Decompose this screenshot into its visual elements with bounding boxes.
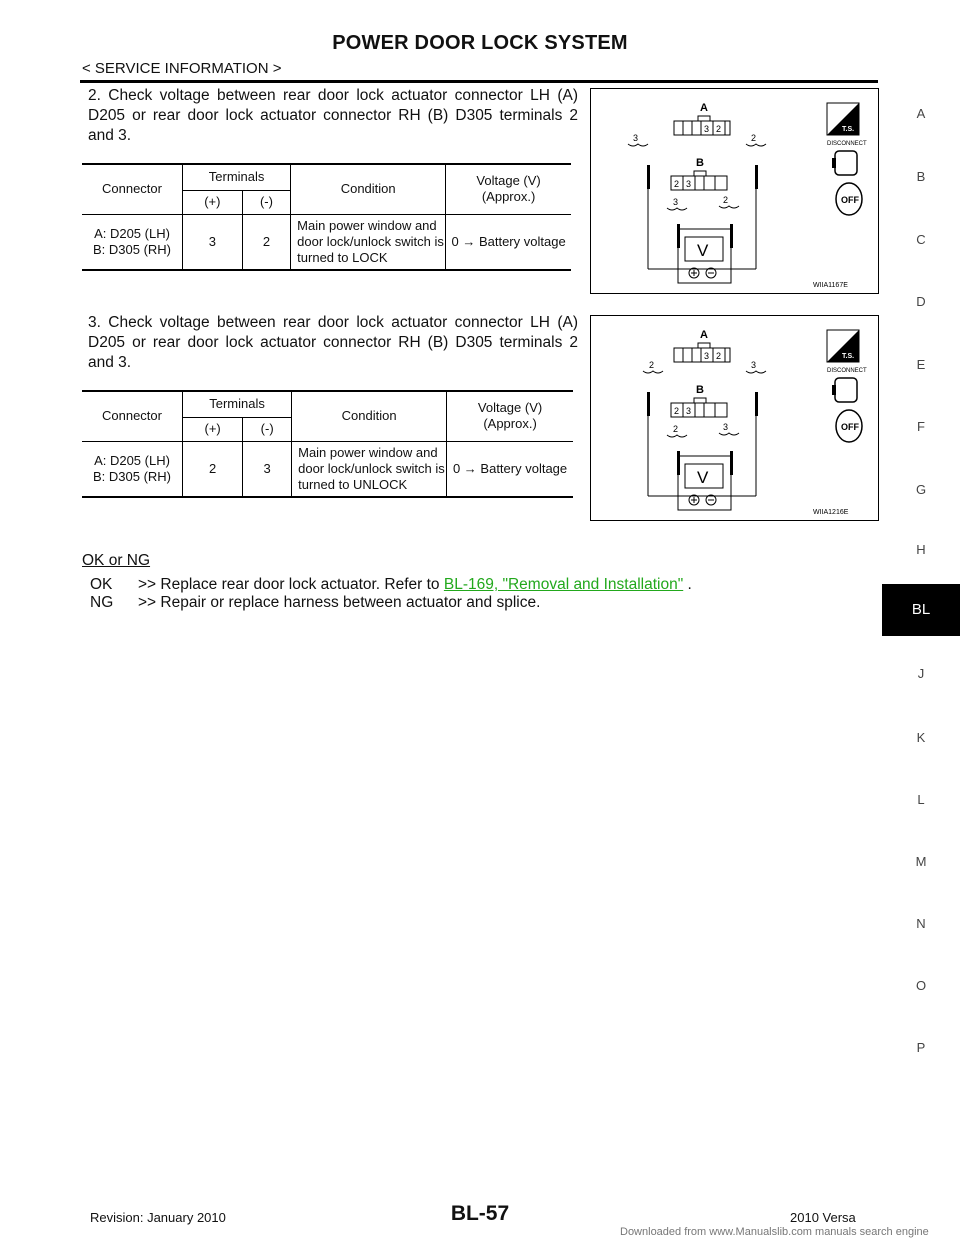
header-terminals: Terminals: [183, 391, 292, 417]
disconnect-label: DISCONNECT: [827, 368, 867, 374]
index-tab-f[interactable]: F: [917, 419, 925, 434]
cell-plus: 2: [183, 441, 243, 497]
header-condition: Condition: [292, 391, 447, 441]
voltage-spec-table-unlock: [82, 390, 573, 498]
ts-label: T.S.: [842, 353, 855, 360]
header-connector: Connector: [102, 408, 162, 424]
page-title: POWER DOOR LOCK SYSTEM: [332, 32, 628, 54]
index-tab-bl[interactable]: BL: [882, 584, 960, 636]
cell-condition: Main power window and door lock/unlock switch is turned to LOCK: [291, 214, 446, 270]
header-voltage: Voltage (V) (Approx.): [447, 391, 573, 441]
index-tab-l[interactable]: L: [917, 792, 925, 807]
index-tab-h[interactable]: H: [916, 542, 926, 557]
index-tab-a[interactable]: A: [916, 106, 926, 121]
conn-a-cell-1: 3: [704, 124, 710, 134]
conn-b-cell-1: 2: [674, 406, 680, 416]
voltage-spec-table-lock: [82, 163, 571, 271]
connector-b-label: B: [696, 384, 704, 396]
index-tab-j[interactable]: J: [917, 666, 925, 681]
conn-a-probe-right: 2: [751, 133, 757, 143]
header-terminals: Terminals: [183, 164, 291, 190]
index-tab-d[interactable]: D: [916, 294, 926, 309]
conn-a-probe-left: 2: [649, 360, 655, 370]
header-connector: Connector: [102, 181, 162, 197]
header-plus: (+): [183, 417, 243, 441]
conn-b-probe-right: 3: [723, 422, 729, 432]
footer-model: 2010 Versa: [790, 1210, 856, 1225]
breadcrumb: < SERVICE INFORMATION >: [82, 60, 282, 77]
header-divider: [80, 80, 878, 83]
conn-a-probe-right: 3: [751, 360, 757, 370]
table-row: [82, 441, 573, 497]
header-voltage: Voltage (V) (Approx.): [446, 164, 571, 214]
conn-b-probe-left: 3: [673, 197, 679, 207]
ts-label: T.S.: [842, 126, 855, 133]
conn-b-cell-1: 2: [674, 179, 680, 189]
connector-b-label: B: [696, 157, 704, 169]
ok-tail: .: [683, 576, 692, 593]
off-label: OFF: [841, 195, 859, 205]
step-3-instruction: 3. Check voltage between rear door lock actuator connector LH (A) D205 or rear door lock actuator connector RH (B) D305 terminals 2 and 3.: [88, 314, 578, 371]
off-label: OFF: [841, 422, 859, 432]
meter-symbol: V: [697, 468, 709, 487]
ok-text: >> Replace rear door lock actuator. Refer to: [138, 576, 444, 593]
meter-symbol: V: [697, 241, 709, 260]
conn-b-probe-left: 2: [673, 424, 679, 434]
index-tab-m[interactable]: M: [915, 854, 927, 869]
index-tab-n[interactable]: N: [916, 916, 926, 931]
connector-a-label: A: [700, 102, 708, 114]
conn-a-cell-2: 2: [716, 351, 722, 361]
disconnect-label: DISCONNECT: [827, 141, 867, 147]
header-condition: Condition: [291, 164, 446, 214]
conn-b-probe-right: 2: [723, 195, 729, 205]
step-2-instruction: 2. Check voltage between rear door lock actuator connector LH (A) D205 or rear door lock actuator connector RH (B) D305 terminals 2 and 3.: [88, 87, 578, 144]
index-tab-b[interactable]: B: [916, 169, 926, 184]
conn-b-cell-2: 3: [686, 406, 692, 416]
index-tab-p[interactable]: P: [916, 1040, 926, 1055]
table-row: [82, 214, 571, 270]
cell-voltage: 0 → Battery voltage: [446, 214, 571, 270]
conn-b-cell-2: 3: [686, 179, 692, 189]
ok-result-line: [90, 576, 692, 594]
result-title: OK or NG: [82, 552, 151, 569]
ng-result-line: [90, 594, 540, 612]
figure-voltage-check-lock: [590, 88, 879, 294]
cell-minus: 2: [242, 214, 290, 270]
wiring-diagram: [591, 316, 878, 520]
cell-voltage: 0 → Battery voltage: [447, 441, 573, 497]
cell-plus: 3: [183, 214, 243, 270]
conn-a-probe-left: 3: [633, 133, 639, 143]
wiring-diagram: [591, 89, 878, 293]
index-tab-k[interactable]: K: [916, 730, 926, 745]
footer-watermark: Downloaded from www.Manualslib.com manuals search engine: [620, 1226, 929, 1238]
header-minus: (-): [242, 190, 290, 214]
cell-condition: Main power window and door lock/unlock switch is turned to UNLOCK: [292, 441, 447, 497]
figure-code: WIIA1216E: [813, 509, 849, 516]
conn-a-cell-1: 3: [704, 351, 710, 361]
ng-code: NG: [90, 594, 114, 611]
index-tab-c[interactable]: C: [916, 232, 926, 247]
cell-minus: 3: [243, 441, 292, 497]
footer-revision: Revision: January 2010: [90, 1210, 226, 1225]
index-tab-g[interactable]: G: [915, 482, 927, 497]
index-tab-e[interactable]: E: [916, 357, 926, 372]
footer-page-number: BL-57: [450, 1202, 510, 1225]
ok-code: OK: [90, 576, 113, 593]
header-minus: (-): [243, 417, 292, 441]
index-tab-o[interactable]: O: [915, 978, 927, 993]
connector-a-label: A: [700, 329, 708, 341]
ng-text: >> Repair or replace harness between actuator and splice.: [138, 594, 541, 611]
cell-connector: A: D205 (LH) B: D305 (RH): [82, 441, 183, 497]
figure-code: WIIA1167E: [813, 282, 848, 289]
figure-voltage-check-unlock: [590, 315, 879, 521]
conn-a-cell-2: 2: [716, 124, 722, 134]
cell-connector: A: D205 (LH) B: D305 (RH): [82, 214, 183, 270]
removal-installation-link[interactable]: BL-169, "Removal and Installation": [443, 576, 684, 593]
header-plus: (+): [183, 190, 243, 214]
